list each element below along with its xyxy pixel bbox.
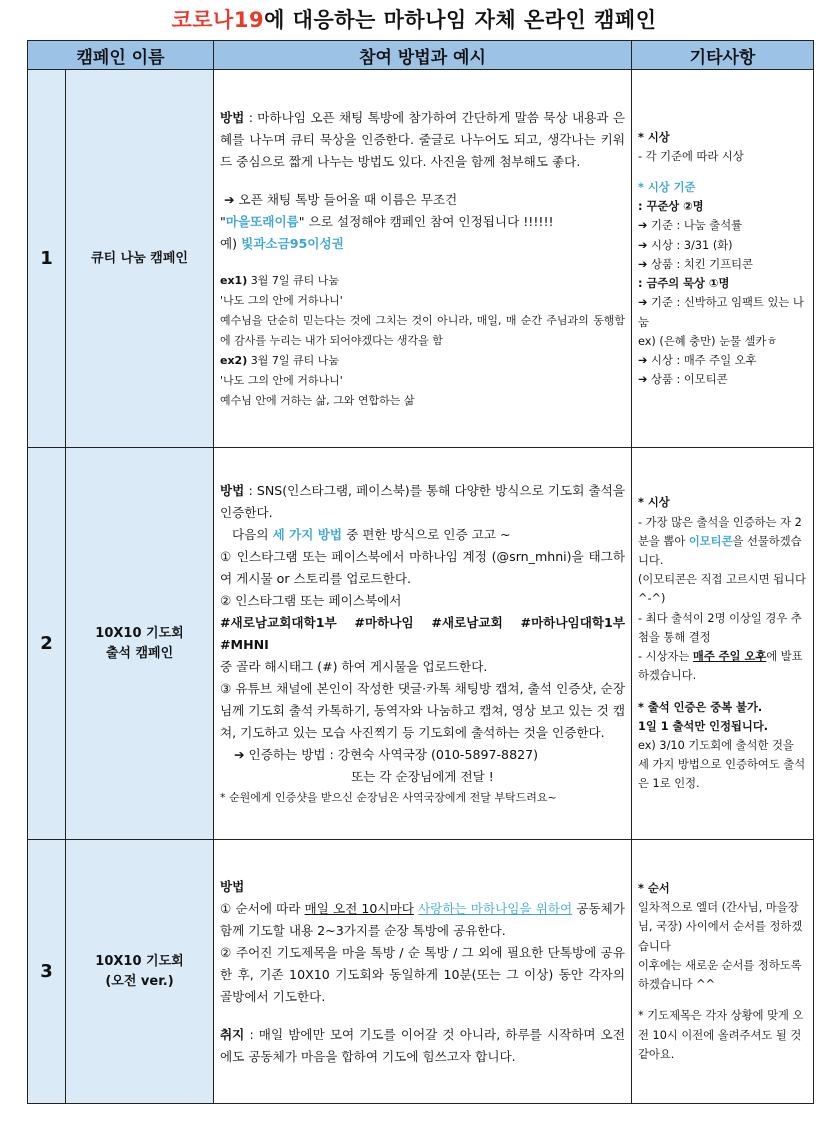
etc-line: (이모티콘은 직접 고르시면 됩니다 ^-^) xyxy=(638,573,806,606)
etc-line: ➔ 시상 : 매주 주일 오후 xyxy=(638,353,757,367)
ex2-title: 3월 7일 큐티 나눔 xyxy=(247,353,339,367)
etc-line: ➔ 기준 : 신박하고 임팩트 있는 나눔 xyxy=(638,296,804,329)
example-label: 예) xyxy=(220,235,242,251)
table-row xyxy=(28,448,814,840)
campaign-table xyxy=(27,40,814,1104)
etc-line: * 기도제목은 각자 상황에 맞게 오전 10시 이전에 올려주셔도 될 것 같아요. xyxy=(638,1009,804,1061)
how-line-2: 또는 각 순장님에게 전달 ! xyxy=(351,768,494,784)
etc-line: ➔ 상품 : 이모티콘 xyxy=(638,373,728,387)
method-cell xyxy=(214,70,632,448)
etc-line: ➔ 시상 : 3/31 (화) xyxy=(638,238,733,252)
campaign-name-line: 출석 캠페인 xyxy=(105,645,174,661)
quote-open: " xyxy=(220,213,226,229)
campaign-name-text: 큐티 나눔 캠페인 xyxy=(91,250,188,266)
etc-line: * 순서 xyxy=(638,882,670,896)
row-number: 3 xyxy=(28,840,66,1104)
campaign-name xyxy=(66,840,214,1104)
way-1: ① 인스타그램 또는 페이스북에서 마하나임 계정 (@srn_mhni)을 태그하여 게시물 or 스토리를 업로드한다. xyxy=(220,548,625,586)
etc-line: 에 발표하겠습니다. xyxy=(638,650,803,683)
campaign-name xyxy=(66,448,214,840)
step-2: ② 주어진 기도제목을 마을 톡방 / 순 톡방 / 그 외에 필요한 단톡방에 공유한 후, 기존 10X10 기도회와 동일하게 10분(또는 그 이상) 동안 각자의 골방에서 기도한다. xyxy=(220,944,625,1004)
ex1-title: 3월 7일 큐티 나눔 xyxy=(247,273,339,287)
step-1a: ① 순서에 따라 xyxy=(220,900,305,916)
method-cell xyxy=(214,448,632,840)
campaign-name-line: 10X10 기도회 xyxy=(95,953,184,969)
etc-line: 이후에는 새로운 순서를 정하도록 하겠습니다 ^^ xyxy=(638,958,802,992)
etc-line: ex) 3/10 기도회에 출석한 것을 세 가지 방법으로 인증하여도 출석은 1로 인정. xyxy=(638,738,806,791)
etc-line: * 시상 xyxy=(638,496,670,510)
method-text: : SNS(인스타그램, 페이스북)를 통해 다양한 방식으로 기도회 출석을 인증한다. xyxy=(220,482,625,520)
three-ways-c: 중 편한 방식으로 인증 고고 ~ xyxy=(342,526,511,542)
step-1d: 사랑하는 마하나임을 위하여 xyxy=(418,900,573,916)
way-2: ② 인스타그램 또는 페이스북에서 xyxy=(220,592,402,608)
etc-highlight: 매주 주일 오후 xyxy=(692,650,767,664)
etc-line: ➔ 상품 : 치킨 기프티콘 xyxy=(638,257,753,271)
ex2-label: ex2) xyxy=(220,353,248,367)
step-1b: 매일 오전 10시마다 xyxy=(304,900,414,916)
etc-line: - 각 기준에 따라 시상 xyxy=(638,149,744,163)
aim-label: 취지 xyxy=(220,1026,245,1042)
etc-line: ➔ 기준 : 나눔 출석률 xyxy=(638,219,743,233)
etc-line: 을 선물하겠습니다. xyxy=(638,534,802,568)
row-number: 2 xyxy=(28,448,66,840)
etc-line: ex) (은혜 충만) 눈물 셀카ㅎ xyxy=(638,334,778,348)
note: * 순원에게 인증샷을 받으신 순장님은 사역국장에게 전달 부탁드려요~ xyxy=(220,790,557,804)
etc-line: * 출석 인증은 중복 불가. xyxy=(638,700,763,714)
header-method: 참여 방법과 예시 xyxy=(214,41,632,70)
etc-line: * 시상 기준 xyxy=(638,181,696,195)
etc-line: : 꾸준상 ②명 xyxy=(638,200,704,214)
three-ways-a: 다음의 xyxy=(232,526,273,542)
method-text: : 마하나임 오픈 채팅 톡방에 참가하여 간단하게 말씀 묵상 내용과 은혜를 나누며 큐티 묵상을 인증한다. 줄글로 나누어도 되고, 생각나는 키워드 중심으로 짧게 나누는 방법도 있다. 사진을 함께 첨부해도 좋다. xyxy=(220,109,625,169)
ex2-text: 예수님 안에 거하는 삶, 그와 연합하는 삶 xyxy=(220,393,415,407)
page-title xyxy=(0,4,828,34)
title-rest: 에 대응하는 마하나임 자체 온라인 캠페인 xyxy=(264,8,657,32)
method-label: 방법 xyxy=(220,878,245,894)
three-ways-b: 세 가지 방법 xyxy=(272,526,343,542)
header-row xyxy=(28,41,814,70)
method-label: 방법 xyxy=(220,109,245,125)
etc-line: - 시상자는 xyxy=(638,650,693,664)
way-2b: 중 골라 해시태그 (#) 하여 게시물을 업로드한다. xyxy=(220,658,488,674)
campaign-name-line: 10X10 기도회 xyxy=(95,625,184,641)
ex1-text: 예수님을 단순히 믿는다는 것에 그치는 것이 아니라, 매일, 매 순간 주님과의 동행함에 감사를 누리는 내가 되어야겠다는 생각을 함 xyxy=(220,313,625,347)
etc-line: * 시상 xyxy=(638,130,670,144)
table-row xyxy=(28,840,814,1104)
example-name: 빛과소금95이성권 xyxy=(241,235,344,251)
etc-cell xyxy=(632,448,814,840)
etc-line: - 가장 많은 출석을 인증하는 자 2분을 뽑아 xyxy=(638,515,802,548)
step-1e: 공동체가 함께 기도할 내용 2~3가지를 순장 톡방에 공유한다. xyxy=(220,900,625,938)
way-3: ③ 유튜브 채널에 본인이 작성한 댓글·카톡 채팅방 캡쳐, 출석 인증샷, 순장님께 기도회 출석 카톡하기, 동역자와 나눔하고 캡쳐, 영상 보고 있는 것 캡쳐, 기도하고 있는 모습 사진찍기 등 기도회에 출석하는 것을 인증한다. xyxy=(220,680,625,740)
aim-text: : 매일 밤에만 모여 기도를 이어갈 것 아니라, 하루를 시작하며 오전에도 공동체가 마음을 합하여 기도에 힘쓰고자 합니다. xyxy=(220,1026,625,1064)
campaign-name xyxy=(66,70,214,448)
etc-highlight: 이모티콘 xyxy=(688,534,733,548)
etc-line: : 금주의 묵상 ①명 xyxy=(638,277,730,291)
row-number: 1 xyxy=(28,70,66,448)
etc-cell xyxy=(632,70,814,448)
how-line: ➔ 인증하는 방법 : 강현숙 사역국장 (010-5897-8827) xyxy=(234,746,539,762)
table-row xyxy=(28,70,814,448)
hashtags: #새로남교회대학1부 #마하나임 #새로남교회 #마하나임대학1부 #MHNI xyxy=(220,614,625,652)
header-name: 캠페인 이름 xyxy=(28,41,214,70)
ex2-quote: '나도 그의 안에 거하나니' xyxy=(220,373,343,387)
etc-line: - 최다 출석이 2명 이상일 경우 추첨을 통해 결정 xyxy=(638,611,802,644)
title-highlight: 코로나19 xyxy=(171,8,265,32)
etc-line: 1일 1 출석만 인정됩니다. xyxy=(638,719,769,733)
header-etc: 기타사항 xyxy=(632,41,814,70)
arrow-line: ➔ 오픈 채팅 톡방 들어올 때 이름은 무조건 xyxy=(224,191,458,207)
method-label: 방법 xyxy=(220,482,245,498)
etc-line: 일차적으로 엘더 (간사님, 마을장님, 국장) 사이에서 순서를 정하겠습니다 xyxy=(638,901,803,953)
campaign-name-line: (오전 ver.) xyxy=(105,973,174,989)
quote-rest: " 으로 설정해야 캠페인 참여 인정됩니다 !!!!!! xyxy=(298,213,554,229)
name-format: 마을또래이름 xyxy=(225,213,299,229)
method-cell xyxy=(214,840,632,1104)
etc-cell xyxy=(632,840,814,1104)
ex1-quote: '나도 그의 안에 거하나니' xyxy=(220,293,343,307)
ex1-label: ex1) xyxy=(220,273,248,287)
